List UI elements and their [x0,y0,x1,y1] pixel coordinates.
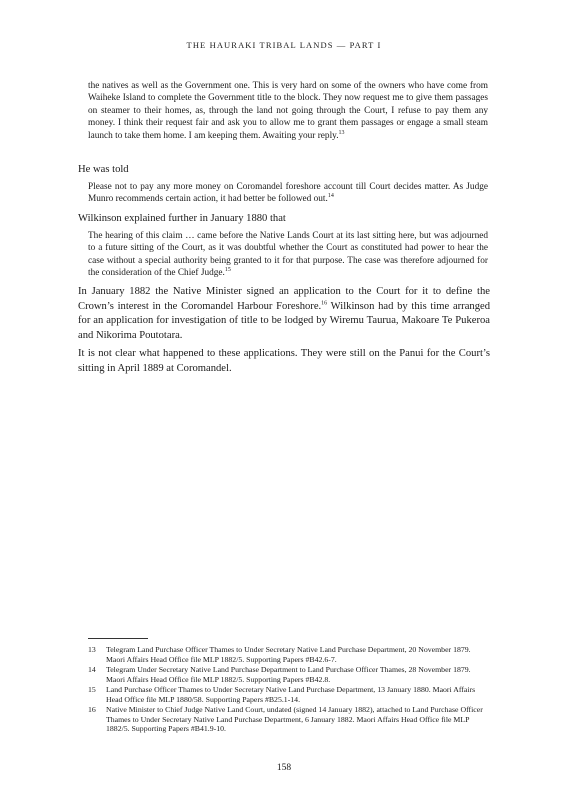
lead-text: Wilkinson explained further in January 1880 that [78,213,286,224]
footnote-14 [88,665,488,684]
paragraph-text: In January 1882 the Native Minister signed an application to the Court for it to define the Crown’s interest in the Coromandel Harbour Foreshore. [78,286,490,312]
quote-text: the natives as well as the Government one. This is very hard on some of the owners who have come from Waiheke Island to complete the Government title to the block. They now request me to give them passages on steamer to their homes, as, through the land not going through the Court, I refuse to pay them any money. I think their request fair and ask you to allow me to grant them passages or engage a small steam launch to take them home. I am keeping them. Awaiting your reply. [88,81,488,141]
footnote-number: 14 [88,665,96,674]
footnote-text: Land Purchase Officer Thames to Under Secretary Native Land Purchase Department, 13 January 1880. Maori Affairs Head Office file MLP 1880/58. Supporting Papers #B25.1-14. [106,685,476,704]
footnote-text: Telegram Land Purchase Officer Thames to Under Secretary Native Land Purchase Department, 20 November 1879. Maori Affairs Head Office file MLP 1882/5. Supporting Papers #B42.6-7. [106,645,471,664]
footnote-text: Native Minister to Chief Judge Native Land Court, undated (signed 14 January 1882), attached to Land Purchase Officer Thames to Under Secretary Native Land Purchase Department, 6 January 1882. Maori Affairs Head Office file MLP 1882/5. Supporting Papers #B41.9-10. [106,705,483,734]
footnote-ref-16: 16 [321,300,328,307]
quote-text: Please not to pay any more money on Coromandel foreshore account till Court decides matter. As Judge Munro recommends certain action, it had better be followed out. [88,182,488,205]
footnote-ref-13: 13 [338,129,345,136]
footnote-16 [88,705,488,734]
footnote-number: 15 [88,685,96,694]
footnote-ref-14: 14 [327,193,334,200]
paragraph-text: It is not clear what happened to these applications. They were still on the Panui for the Court’s sitting in April 1889 at Coromandel. [78,348,490,374]
lead-in-wilkinson-explained [78,212,478,226]
page-number: 158 [276,763,292,773]
paragraph-text-continued: Wilkinson had by this time arranged for an application for investigation of title to be lodged by Wiremu Taurua, Makoare Te Pukeroa and Nikorima Poutotara. [78,300,490,341]
quote-text: The hearing of this claim … came before the Native Lands Court at its last sitting here, but was adjourned to a future sitting of the Court, as it was doubtful whether the Court as constituted had power to hear the case without a special authority being granted to it for that purpose. The case was therefore adjourned for the consideration of the Chief Judge. [88,231,488,279]
running-head: THE HAURAKI TRIBAL LANDS — PART I [186,40,382,50]
footnote-ref-15: 15 [224,267,231,274]
block-quote-telegram-continuation [88,80,488,142]
block-quote-telegram-reply [88,181,488,206]
footnote-number: 13 [88,645,96,654]
body-paragraph-january-1882 [78,285,490,343]
footnote-13 [88,645,488,664]
footnote-divider [88,638,148,639]
block-quote-wilkinson [88,230,488,280]
lead-text: He was told [78,164,129,175]
footnote-15 [88,685,488,704]
footnote-number: 16 [88,705,96,714]
body-paragraph-applications-unclear [78,347,490,376]
footnote-text: Telegram Under Secretary Native Land Purchase Department to Land Purchase Officer Thames, 28 November 1879. Maori Affairs Head Office file MLP 1882/5. Supporting Papers #B42.8. [106,665,471,684]
lead-in-he-was-told [78,163,478,177]
